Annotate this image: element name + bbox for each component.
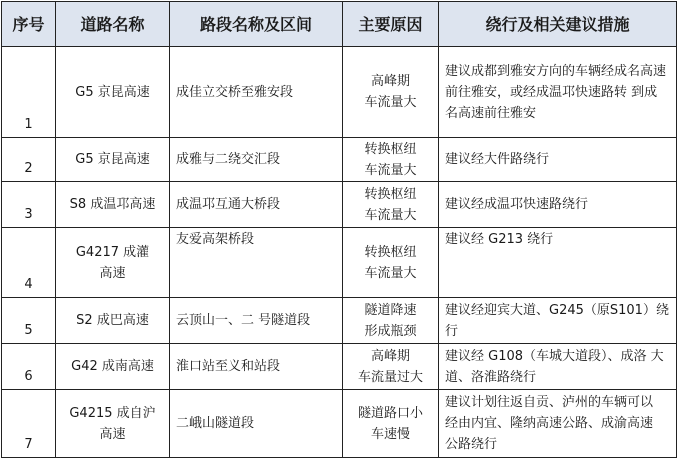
- cell-no: 2: [2, 138, 56, 182]
- cell-no: 4: [2, 228, 56, 298]
- cell-road: G4217 成灌 高速: [56, 228, 170, 298]
- cell-road: G4215 成自沪 高速: [56, 390, 170, 458]
- cell-section: 二峨山隧道段: [170, 390, 343, 458]
- table-body: [2, 47, 677, 458]
- cell-no: 6: [2, 344, 56, 390]
- header-road: 道路名称: [56, 2, 170, 47]
- cell-road: S8 成温邛高速: [56, 182, 170, 228]
- cell-advice: 建议经 G213 绕行: [439, 228, 677, 298]
- table-row: [2, 138, 677, 182]
- header-advice: 绕行及相关建议措施: [439, 2, 677, 47]
- table-row: [2, 47, 677, 138]
- header-row: [2, 2, 677, 47]
- cell-section: 云顶山一、二 号隧道段: [170, 298, 343, 344]
- cell-reason: 隧道降速 形成瓶颈: [343, 298, 439, 344]
- header-section: 路段名称及区间: [170, 2, 343, 47]
- table-row: [2, 298, 677, 344]
- cell-reason: 高峰期 车流量大: [343, 47, 439, 138]
- cell-reason: 转换枢纽 车流量大: [343, 228, 439, 298]
- cell-section: 淮口站至义和站段: [170, 344, 343, 390]
- traffic-advisory-table: [1, 1, 677, 458]
- cell-section: 成温邛互通大桥段: [170, 182, 343, 228]
- table-row: [2, 182, 677, 228]
- cell-advice: 建议经迎宾大道、G245（原S101）绕行: [439, 298, 677, 344]
- header-no: 序号: [2, 2, 56, 47]
- cell-reason: 高峰期 车流量过大: [343, 344, 439, 390]
- table-row: [2, 344, 677, 390]
- cell-road: G42 成南高速: [56, 344, 170, 390]
- cell-advice: 建议经 G108（车城大道段）、成洛 大道、洛淮路绕行: [439, 344, 677, 390]
- cell-no: 7: [2, 390, 56, 458]
- cell-advice: 建议经大件路绕行: [439, 138, 677, 182]
- cell-reason: 转换枢纽 车流量大: [343, 182, 439, 228]
- cell-reason: 隧道路口小 车速慢: [343, 390, 439, 458]
- cell-road: G5 京昆高速: [56, 138, 170, 182]
- table-row: [2, 228, 677, 298]
- cell-section: 友爱高架桥段: [170, 228, 343, 298]
- cell-no: 1: [2, 47, 56, 138]
- cell-no: 3: [2, 182, 56, 228]
- cell-road: G5 京昆高速: [56, 47, 170, 138]
- header-reason: 主要原因: [343, 2, 439, 47]
- cell-section: 成雅与二绕交汇段: [170, 138, 343, 182]
- cell-road: S2 成巴高速: [56, 298, 170, 344]
- cell-advice: 建议计划往返自贡、泸州的车辆可以 经由内宜、隆纳高速公路、成渝高速 公路绕行: [439, 390, 677, 458]
- cell-section: 成佳立交桥至雅安段: [170, 47, 343, 138]
- cell-reason: 转换枢纽 车流量大: [343, 138, 439, 182]
- cell-no: 5: [2, 298, 56, 344]
- table-row: [2, 390, 677, 458]
- cell-advice: 建议经成温邛快速路绕行: [439, 182, 677, 228]
- cell-advice: 建议成都到雅安方向的车辆经成名高速前往雅安，或经成温邛快速路转 到成名高速前往雅安: [439, 47, 677, 138]
